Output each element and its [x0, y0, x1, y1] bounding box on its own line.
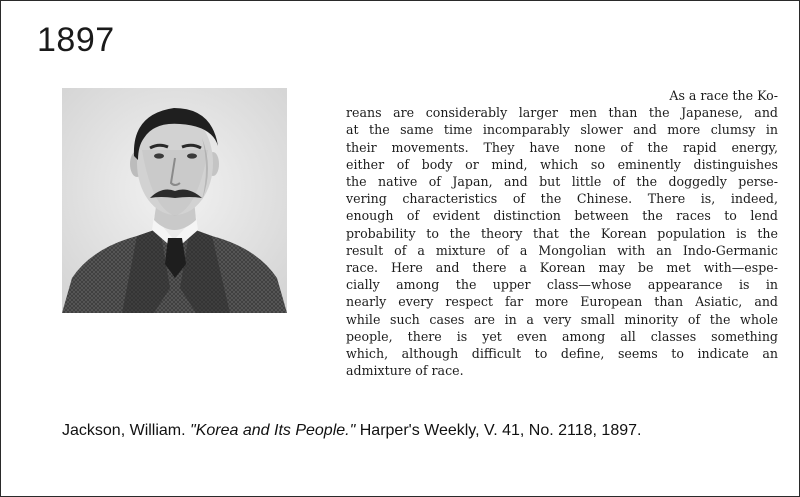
citation-title: "Korea and Its People." [190, 422, 356, 439]
clipping-line: which, although difficult to define, seems to indicate an [346, 346, 778, 362]
portrait-image [62, 88, 287, 313]
article-clipping [346, 87, 778, 379]
clipping-line: As a race the Ko- [669, 88, 778, 103]
clipping-line: the native of Japan, and but little of the doggedly perse- [346, 174, 778, 190]
clipping-line: result of a mixture of a Mongolian with an Indo-Germanic [346, 242, 778, 258]
clipping-line: reans are considerably larger men than the Japanese, and [346, 105, 778, 121]
clipping-line: admixture of race. [346, 363, 464, 379]
clipping-line: nearly every respect far more European than Asiatic, and [346, 294, 778, 310]
clipping-line: probability to the theory that the Korean population is the [346, 225, 778, 241]
clipping-line: people, there is yet even among all classes something [346, 328, 778, 344]
citation-author: Jackson, William. [62, 422, 186, 439]
portrait-photo [62, 88, 287, 313]
citation-source: Harper's Weekly, V. 41, No. 2118, 1897. [359, 422, 642, 439]
clipping-line: while such cases are in a very small minority of the whole [346, 311, 778, 327]
clipping-line: vering characteristics of the Chinese. There is, indeed, [346, 191, 778, 207]
clipping-line: at the same time incomparably slower and more clumsy in [346, 122, 778, 138]
year-heading: 1897 [37, 21, 115, 59]
clipping-line: their movements. They have none of the rapid energy, [346, 139, 778, 155]
citation [62, 422, 641, 440]
clipping-line: enough of evident distinction between the races to lend [346, 208, 778, 224]
clipping-line: cially among the upper class—whose appearance is in [346, 277, 778, 293]
clipping-line: race. Here and there a Korean may be met with—espe- [346, 260, 778, 276]
clipping-line: either of body or mind, which so eminently distinguishes [346, 156, 778, 172]
